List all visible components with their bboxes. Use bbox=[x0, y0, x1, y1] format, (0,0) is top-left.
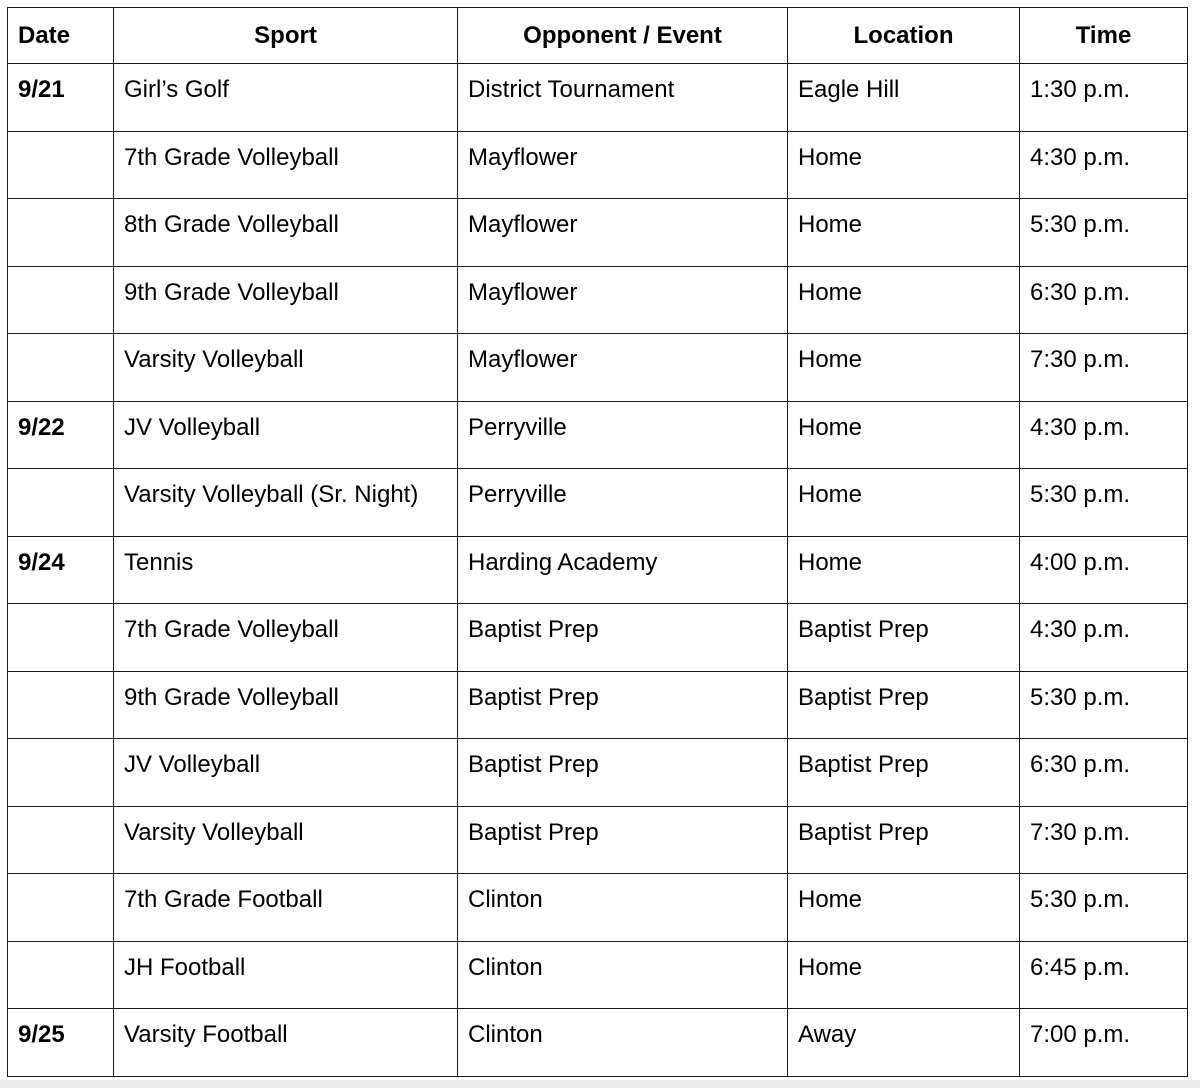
sport-cell: 7th Grade Volleyball bbox=[114, 131, 458, 199]
sport-cell: 7th Grade Football bbox=[114, 874, 458, 942]
location-cell: Away bbox=[788, 1009, 1020, 1077]
table-row bbox=[8, 806, 1188, 874]
table-row bbox=[8, 64, 1188, 132]
location-cell: Baptist Prep bbox=[788, 806, 1020, 874]
date-cell bbox=[8, 131, 114, 199]
header-date: Date bbox=[8, 8, 114, 64]
date-cell: 9/21 bbox=[8, 64, 114, 132]
table-row bbox=[8, 469, 1188, 537]
table-row bbox=[8, 671, 1188, 739]
location-cell: Baptist Prep bbox=[788, 604, 1020, 672]
location-cell: Home bbox=[788, 199, 1020, 267]
sport-cell: 9th Grade Volleyball bbox=[114, 671, 458, 739]
date-cell bbox=[8, 199, 114, 267]
date-cell: 9/25 bbox=[8, 1009, 114, 1077]
opponent-cell: Clinton bbox=[458, 941, 788, 1009]
opponent-cell: Clinton bbox=[458, 874, 788, 942]
table-row bbox=[8, 536, 1188, 604]
opponent-cell: District Tournament bbox=[458, 64, 788, 132]
location-cell: Baptist Prep bbox=[788, 739, 1020, 807]
page-bottom-edge bbox=[0, 1080, 1200, 1088]
sport-cell: Varsity Volleyball bbox=[114, 806, 458, 874]
date-cell bbox=[8, 874, 114, 942]
date-cell bbox=[8, 469, 114, 537]
location-cell: Home bbox=[788, 266, 1020, 334]
table-row bbox=[8, 604, 1188, 672]
time-cell: 7:00 p.m. bbox=[1020, 1009, 1188, 1077]
table-row bbox=[8, 874, 1188, 942]
opponent-cell: Perryville bbox=[458, 469, 788, 537]
time-cell: 4:00 p.m. bbox=[1020, 536, 1188, 604]
location-cell: Baptist Prep bbox=[788, 671, 1020, 739]
location-cell: Home bbox=[788, 469, 1020, 537]
date-cell bbox=[8, 739, 114, 807]
header-sport: Sport bbox=[114, 8, 458, 64]
date-cell bbox=[8, 941, 114, 1009]
sport-cell: JV Volleyball bbox=[114, 739, 458, 807]
date-cell bbox=[8, 671, 114, 739]
date-cell: 9/22 bbox=[8, 401, 114, 469]
time-cell: 5:30 p.m. bbox=[1020, 199, 1188, 267]
date-cell: 9/24 bbox=[8, 536, 114, 604]
time-cell: 6:30 p.m. bbox=[1020, 739, 1188, 807]
opponent-cell: Baptist Prep bbox=[458, 739, 788, 807]
time-cell: 4:30 p.m. bbox=[1020, 604, 1188, 672]
sport-cell: Girl’s Golf bbox=[114, 64, 458, 132]
location-cell: Home bbox=[788, 941, 1020, 1009]
header-location: Location bbox=[788, 8, 1020, 64]
location-cell: Home bbox=[788, 401, 1020, 469]
opponent-cell: Baptist Prep bbox=[458, 806, 788, 874]
sport-cell: Tennis bbox=[114, 536, 458, 604]
sport-cell: Varsity Volleyball (Sr. Night) bbox=[114, 469, 458, 537]
sport-cell: 8th Grade Volleyball bbox=[114, 199, 458, 267]
sport-cell: JH Football bbox=[114, 941, 458, 1009]
time-cell: 6:30 p.m. bbox=[1020, 266, 1188, 334]
opponent-cell: Clinton bbox=[458, 1009, 788, 1077]
opponent-cell: Perryville bbox=[458, 401, 788, 469]
location-cell: Home bbox=[788, 874, 1020, 942]
sport-cell: Varsity Football bbox=[114, 1009, 458, 1077]
table-row bbox=[8, 334, 1188, 402]
table-row bbox=[8, 131, 1188, 199]
header-row bbox=[8, 8, 1188, 64]
header-opponent-event: Opponent / Event bbox=[458, 8, 788, 64]
opponent-cell: Mayflower bbox=[458, 131, 788, 199]
date-cell bbox=[8, 266, 114, 334]
table-row bbox=[8, 401, 1188, 469]
date-cell bbox=[8, 604, 114, 672]
location-cell: Home bbox=[788, 536, 1020, 604]
opponent-cell: Harding Academy bbox=[458, 536, 788, 604]
time-cell: 4:30 p.m. bbox=[1020, 401, 1188, 469]
time-cell: 5:30 p.m. bbox=[1020, 671, 1188, 739]
location-cell: Home bbox=[788, 334, 1020, 402]
opponent-cell: Mayflower bbox=[458, 199, 788, 267]
sport-cell: 7th Grade Volleyball bbox=[114, 604, 458, 672]
schedule-body bbox=[8, 64, 1188, 1077]
opponent-cell: Baptist Prep bbox=[458, 671, 788, 739]
opponent-cell: Baptist Prep bbox=[458, 604, 788, 672]
time-cell: 6:45 p.m. bbox=[1020, 941, 1188, 1009]
table-row bbox=[8, 266, 1188, 334]
date-cell bbox=[8, 334, 114, 402]
date-cell bbox=[8, 806, 114, 874]
time-cell: 1:30 p.m. bbox=[1020, 64, 1188, 132]
sport-cell: Varsity Volleyball bbox=[114, 334, 458, 402]
opponent-cell: Mayflower bbox=[458, 334, 788, 402]
table-row bbox=[8, 1009, 1188, 1077]
location-cell: Eagle Hill bbox=[788, 64, 1020, 132]
athletics-schedule-table bbox=[7, 7, 1188, 1077]
time-cell: 5:30 p.m. bbox=[1020, 874, 1188, 942]
time-cell: 7:30 p.m. bbox=[1020, 334, 1188, 402]
table-row bbox=[8, 739, 1188, 807]
header-time: Time bbox=[1020, 8, 1188, 64]
time-cell: 4:30 p.m. bbox=[1020, 131, 1188, 199]
table-row bbox=[8, 199, 1188, 267]
time-cell: 5:30 p.m. bbox=[1020, 469, 1188, 537]
sport-cell: 9th Grade Volleyball bbox=[114, 266, 458, 334]
location-cell: Home bbox=[788, 131, 1020, 199]
time-cell: 7:30 p.m. bbox=[1020, 806, 1188, 874]
sport-cell: JV Volleyball bbox=[114, 401, 458, 469]
opponent-cell: Mayflower bbox=[458, 266, 788, 334]
table-row bbox=[8, 941, 1188, 1009]
